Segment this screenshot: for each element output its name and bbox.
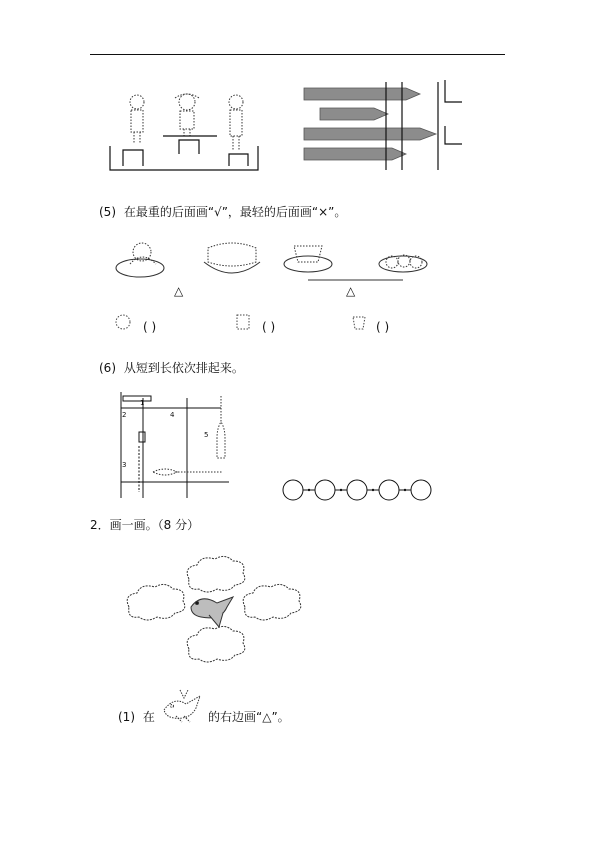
- q6-prompt: 从短到长依次排起来。: [123, 361, 244, 375]
- arrow-bar-icon: [320, 108, 388, 120]
- header-rule: [90, 54, 505, 55]
- q6-label: (6): [99, 361, 116, 375]
- cloud-icon: [127, 584, 185, 620]
- arrow-bar-icon: [304, 88, 420, 100]
- answer-circle: [283, 480, 303, 500]
- arrows-length-figure: [302, 80, 464, 172]
- section2-title: 画一画。（8 分）: [109, 518, 200, 532]
- q5-label: (5): [99, 205, 116, 219]
- arrow-bar-icon: [304, 128, 436, 140]
- ruler-number-4: 4: [170, 411, 175, 419]
- ruler-number-2: 2: [122, 411, 127, 419]
- bottle-icon: [217, 396, 225, 458]
- ruler-icon: [123, 396, 151, 401]
- answer-slot-1[interactable]: ( ): [143, 320, 157, 334]
- bird-inline-icon: [160, 686, 206, 722]
- ruler-number-1: 1: [140, 399, 145, 407]
- s2q1-before: 在: [142, 710, 155, 724]
- section2-number: 2．: [90, 518, 110, 532]
- s2q1-line: [118, 710, 155, 724]
- cup-small-icon: [353, 317, 365, 329]
- cloud-icon: [243, 584, 301, 620]
- q6-prompt-line: [99, 361, 244, 375]
- kid-standing-icon: [175, 94, 199, 136]
- q5-prompt: 在最重的后面画“√”，最轻的后面画“×”。: [123, 205, 347, 219]
- answer-circle: [379, 480, 399, 500]
- ruler-number-5: 5: [204, 431, 209, 439]
- s2q1-label: (1): [118, 710, 135, 724]
- balance-scale-icon: [284, 246, 427, 280]
- answer-circle: [315, 480, 335, 500]
- kid-small-icon: [116, 315, 130, 329]
- answer-circle: [411, 480, 431, 500]
- bird-icon: [191, 597, 233, 627]
- balance-scales-figure: [108, 236, 438, 300]
- pencil-icon: [139, 432, 145, 442]
- s2q1-after: 的右边画“△”。: [208, 710, 290, 724]
- section2-heading: [90, 518, 199, 532]
- balance-scale-icon: [116, 243, 260, 277]
- answer-slot-2[interactable]: ( ): [262, 320, 276, 334]
- arrow-bar-icon: [304, 148, 406, 160]
- ruler-number-3: 3: [122, 461, 127, 469]
- q5-prompt-line: [99, 205, 346, 219]
- fish-icon: [153, 469, 177, 475]
- answer-slot-3[interactable]: ( ): [376, 320, 390, 334]
- kid-standing-icon: [229, 95, 243, 150]
- cloud-icon: [187, 556, 245, 592]
- ordering-circles: [282, 479, 432, 501]
- cloud-icon: [187, 626, 245, 662]
- answer-circle: [347, 480, 367, 500]
- clouds-bird-figure: [125, 555, 297, 669]
- balance-marker-right: △: [346, 284, 356, 298]
- kid-standing-icon: [130, 95, 144, 144]
- balance-marker-left: △: [174, 284, 184, 298]
- length-objects-figure: [117, 390, 232, 500]
- basket-small-icon: [237, 315, 249, 329]
- podium-figure: [105, 88, 265, 174]
